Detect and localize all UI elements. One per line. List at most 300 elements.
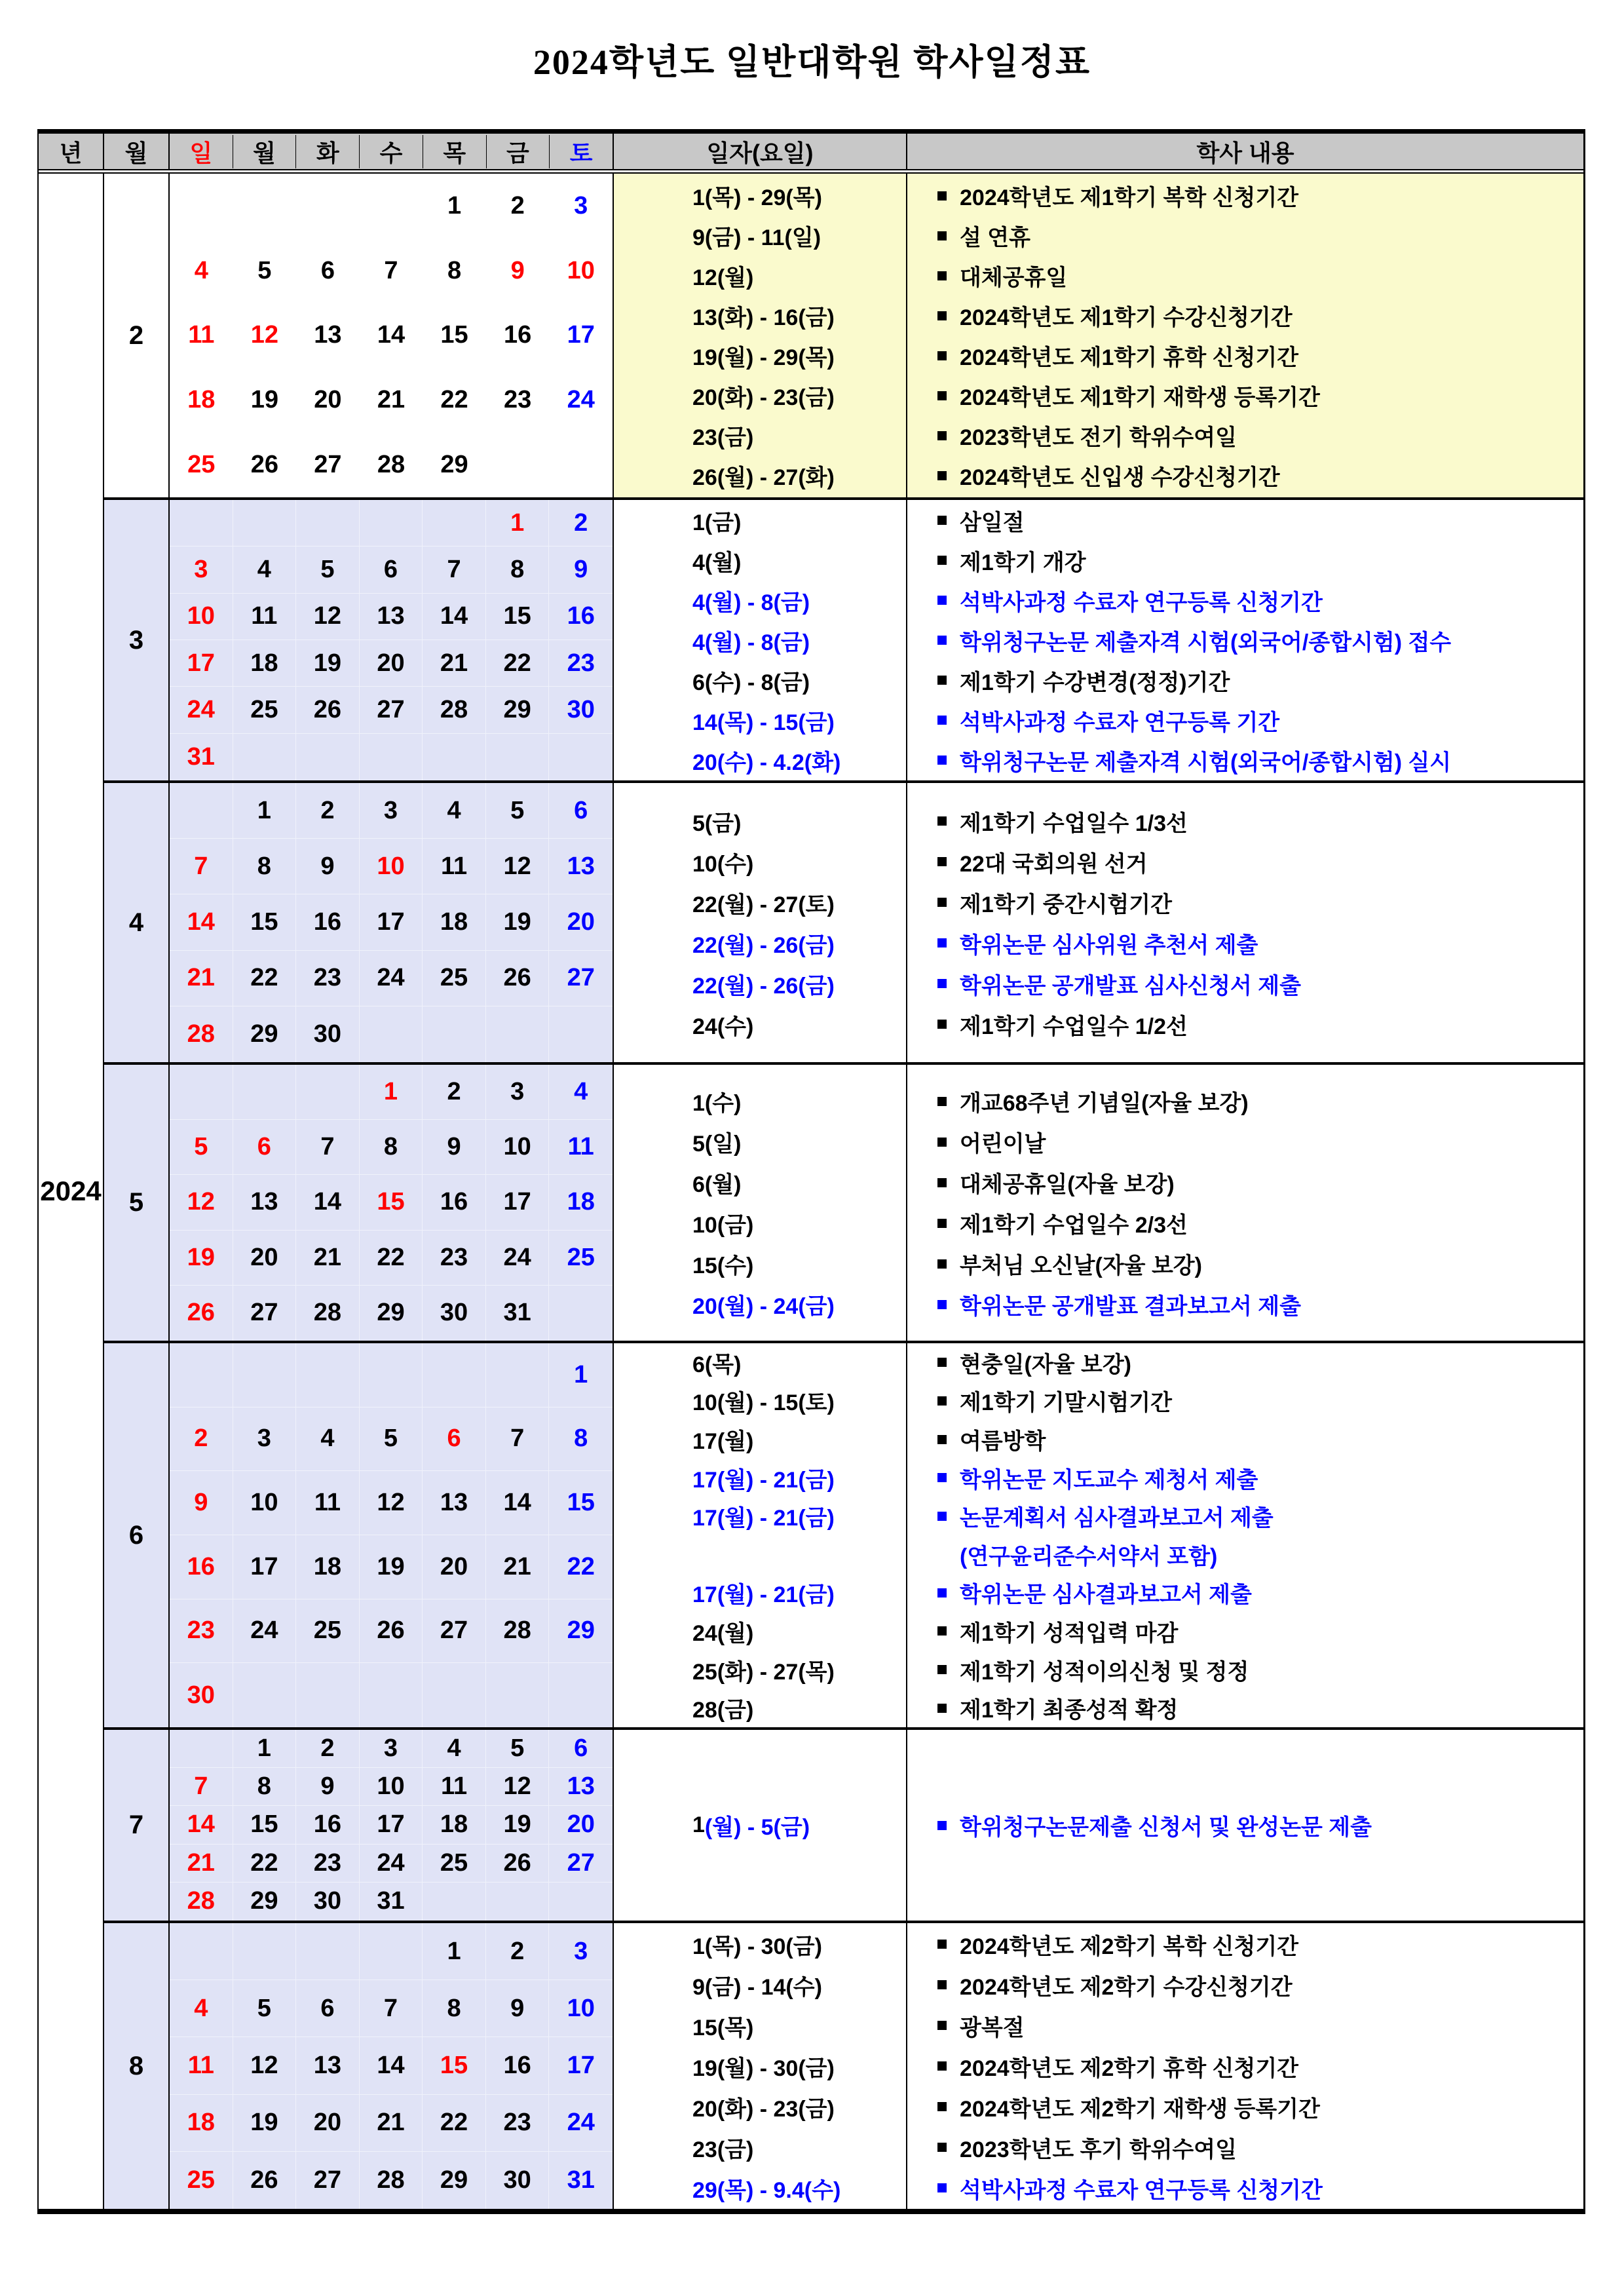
day-cell: 25 xyxy=(296,1599,360,1664)
day-cell: 16 xyxy=(486,2037,550,2094)
month-row-2 xyxy=(104,174,1583,497)
day-cell: 16 xyxy=(170,1535,233,1599)
day-cell: 30 xyxy=(423,1286,486,1341)
day-cell: 2 xyxy=(296,1730,360,1768)
event-text: 대체공휴일(자율 보강) xyxy=(960,1172,1175,1197)
day-cell: 5 xyxy=(170,1120,233,1175)
event-text: 2024학년도 제2학기 복학 신청기간 xyxy=(960,1934,1299,1959)
empty-day-cell xyxy=(549,1883,613,1921)
day-cell: 24 xyxy=(233,1599,297,1664)
empty-day-cell xyxy=(423,1006,486,1062)
event-text: 2024학년도 신입생 수강신청기간 xyxy=(960,465,1280,490)
year-cell: 2024 xyxy=(39,174,104,2209)
day-cell: 2 xyxy=(423,1065,486,1120)
bullet-square-icon xyxy=(937,516,947,525)
event-list-5 xyxy=(907,1065,1583,1341)
day-cell: 7 xyxy=(423,546,486,593)
event-text: 여름방학 xyxy=(960,1429,1046,1455)
day-cell: 27 xyxy=(314,451,342,479)
day-cell: 15 xyxy=(486,594,550,640)
day-cell: 22 xyxy=(423,2095,486,2152)
bullet-square-icon xyxy=(937,1588,947,1598)
empty-day-cell xyxy=(296,1343,360,1407)
day-cell: 26 xyxy=(250,451,278,479)
day-cell: 6 xyxy=(233,1120,297,1175)
bullet-square-icon xyxy=(937,1138,947,1147)
day-cell: 15 xyxy=(233,894,297,950)
day-cell: 28 xyxy=(486,1599,550,1664)
day-cell: 4 xyxy=(296,1407,360,1472)
date-range: 24(월) xyxy=(692,1620,754,1646)
bullet-square-icon xyxy=(937,1300,947,1309)
day-cell: 30 xyxy=(486,2152,550,2209)
day-cell: 1 xyxy=(486,500,550,546)
day-cell: 6 xyxy=(549,783,613,839)
event-list-3 xyxy=(907,500,1583,780)
bullet-square-icon xyxy=(937,2021,947,2030)
month-row-8 xyxy=(104,1921,1583,2209)
empty-day-cell xyxy=(296,174,360,239)
event-item xyxy=(907,1244,1583,1284)
date-range: 23(금) xyxy=(692,425,754,450)
day-cell: 15 xyxy=(440,321,468,349)
bullet-square-icon xyxy=(937,391,947,400)
bullet-square-icon xyxy=(937,1704,947,1713)
date-range: 22(월) - 26(금) xyxy=(692,932,835,958)
day-cell: 21 xyxy=(296,1231,360,1286)
header-weekday-0: 일 xyxy=(170,135,233,168)
day-cell: 12 xyxy=(360,1471,423,1535)
day-cell: 6 xyxy=(423,1407,486,1472)
empty-day-cell xyxy=(233,1923,297,1980)
date-range: 20(수) - 4.2(화) xyxy=(692,750,841,775)
day-cell: 3 xyxy=(574,191,588,220)
day-cell: 14 xyxy=(360,2037,423,2094)
day-cell: 19 xyxy=(250,386,278,414)
event-text: 학위논문 공개발표 결과보고서 제출 xyxy=(960,1294,1301,1319)
event-text: 어린이날 xyxy=(960,1132,1046,1157)
day-cell: 23 xyxy=(549,640,613,687)
event-text: 2023학년도 전기 학위수여일 xyxy=(960,425,1237,450)
day-cell: 20 xyxy=(296,2095,360,2152)
day-cell: 9 xyxy=(423,1120,486,1175)
day-cell: 19 xyxy=(233,2095,297,2152)
date-range xyxy=(614,1535,906,1574)
day-cell: 4 xyxy=(423,1730,486,1768)
day-cell: 23 xyxy=(486,2095,550,2152)
empty-day-cell xyxy=(360,1006,423,1062)
event-item xyxy=(907,1203,1583,1244)
day-cell: 13 xyxy=(549,1768,613,1806)
day-cell: 3 xyxy=(549,1923,613,1980)
day-cell: 4 xyxy=(170,1980,233,2037)
bullet-square-icon xyxy=(937,351,947,360)
month-row-7 xyxy=(104,1727,1583,1921)
day-cell: 12 xyxy=(486,1768,550,1806)
day-cell: 21 xyxy=(170,1845,233,1883)
day-cell: 9 xyxy=(296,839,360,894)
day-cell: 2 xyxy=(549,500,613,546)
month-row-4 xyxy=(104,780,1583,1062)
date-range: 23(금) xyxy=(692,2137,754,2162)
event-text: 2024학년도 제1학기 복학 신청기간 xyxy=(960,185,1299,210)
bullet-square-icon xyxy=(937,857,947,866)
day-cell: 2 xyxy=(296,783,360,839)
event-item xyxy=(907,2046,1583,2086)
day-cell: 8 xyxy=(486,546,550,593)
date-list-2 xyxy=(614,174,907,497)
event-text: 논문계획서 심사결과보고서 제출 xyxy=(960,1506,1274,1531)
day-cell: 29 xyxy=(549,1599,613,1664)
empty-day-cell xyxy=(233,1663,297,1727)
date-range: 25(화) - 27(목) xyxy=(692,1659,835,1685)
day-cell: 24 xyxy=(360,951,423,1006)
day-cell: 21 xyxy=(360,2095,423,2152)
day-cell: 6 xyxy=(360,546,423,593)
day-cell: 5 xyxy=(296,546,360,593)
day-cell: 27 xyxy=(233,1286,297,1341)
event-text: 학위청구논문제출 신청서 및 완성논문 제출 xyxy=(960,1815,1372,1840)
event-list-4 xyxy=(907,783,1583,1062)
empty-day-cell xyxy=(170,500,233,546)
day-cell: 19 xyxy=(360,1535,423,1599)
day-cell: 26 xyxy=(486,951,550,1006)
event-text: 2024학년도 제2학기 재학생 등록기간 xyxy=(960,2096,1320,2122)
day-cell: 26 xyxy=(296,687,360,733)
day-cell: 17 xyxy=(360,894,423,950)
day-cell: 7 xyxy=(170,839,233,894)
day-cell: 11 xyxy=(549,1120,613,1175)
day-cell: 16 xyxy=(503,321,532,349)
bullet-square-icon xyxy=(937,636,947,645)
day-cell: 23 xyxy=(296,951,360,1006)
day-cell: 21 xyxy=(170,951,233,1006)
event-item xyxy=(907,375,1583,415)
date-range: 20(화) - 23(금) xyxy=(692,2096,835,2122)
day-cell: 30 xyxy=(296,1006,360,1062)
day-cell: 15 xyxy=(360,1175,423,1230)
empty-day-cell xyxy=(360,1663,423,1727)
event-item xyxy=(907,963,1583,1004)
event-item xyxy=(907,841,1583,882)
day-cell: 3 xyxy=(170,546,233,593)
day-cell: 24 xyxy=(170,687,233,733)
day-cell: 12 xyxy=(486,839,550,894)
day-cell: 11 xyxy=(188,321,215,349)
event-item xyxy=(907,1081,1583,1122)
bullet-square-icon xyxy=(937,191,947,201)
day-cell: 3 xyxy=(233,1407,297,1472)
event-item xyxy=(907,882,1583,923)
month-number-5: 5 xyxy=(104,1065,170,1341)
day-cell: 20 xyxy=(314,386,342,414)
mini-calendar-6 xyxy=(170,1343,614,1727)
day-cell: 2 xyxy=(486,1923,550,1980)
day-cell: 19 xyxy=(486,1806,550,1844)
day-cell: 11 xyxy=(423,1768,486,1806)
empty-day-cell xyxy=(423,500,486,546)
day-cell: 18 xyxy=(187,386,216,414)
empty-day-cell xyxy=(360,734,423,780)
event-text: 대체공휴일 xyxy=(960,265,1068,290)
day-cell: 20 xyxy=(549,894,613,950)
day-cell: 12 xyxy=(170,1175,233,1230)
day-cell: 10 xyxy=(486,1120,550,1175)
mini-calendar-4 xyxy=(170,783,614,1062)
header-weekday-1: 월 xyxy=(233,135,297,168)
event-item xyxy=(907,740,1583,780)
day-cell: 27 xyxy=(423,1599,486,1664)
event-item xyxy=(907,1343,1583,1382)
day-cell: 19 xyxy=(170,1231,233,1286)
event-text: 2024학년도 제2학기 수강신청기간 xyxy=(960,1974,1293,2000)
empty-day-cell xyxy=(233,174,297,239)
date-range: 19(월) - 30(금) xyxy=(692,2056,835,2081)
day-cell: 22 xyxy=(486,640,550,687)
day-cell: 13 xyxy=(233,1175,297,1230)
bullet-square-icon xyxy=(937,716,947,725)
event-text: 학위논문 지도교수 제청서 제출 xyxy=(960,1467,1258,1493)
bullet-square-icon xyxy=(937,596,947,605)
empty-day-cell xyxy=(423,1343,486,1407)
event-text: 제1학기 수업일수 1/3선 xyxy=(960,811,1188,836)
day-cell: 14 xyxy=(423,594,486,640)
event-item xyxy=(907,1420,1583,1459)
date-range: 6(월) xyxy=(692,1172,742,1197)
day-cell: 21 xyxy=(423,640,486,687)
bullet-square-icon xyxy=(937,1980,947,1989)
day-cell: 19 xyxy=(296,640,360,687)
empty-day-cell xyxy=(296,1923,360,1980)
day-cell: 9 xyxy=(549,546,613,593)
day-cell: 18 xyxy=(423,894,486,950)
day-cell: 28 xyxy=(170,1883,233,1921)
header-weekday-3: 수 xyxy=(360,135,423,168)
date-range: 4(월) xyxy=(692,550,742,575)
day-cell: 30 xyxy=(549,687,613,733)
empty-day-cell xyxy=(296,734,360,780)
bullet-square-icon xyxy=(937,431,947,440)
date-list-3 xyxy=(614,500,907,780)
bullet-square-icon xyxy=(937,231,947,240)
empty-day-cell xyxy=(360,500,423,546)
date-range: 1(목) - 29(목) xyxy=(692,185,822,210)
day-cell: 3 xyxy=(360,1730,423,1768)
day-cell: 13 xyxy=(549,839,613,894)
date-range: 6(수) - 8(금) xyxy=(692,670,810,695)
event-text: 현충일(자율 보강) xyxy=(960,1352,1131,1377)
day-cell: 26 xyxy=(233,2152,297,2209)
event-text: 석박사과정 수료자 연구등록 신청기간 xyxy=(960,590,1323,615)
event-item xyxy=(907,1964,1583,2005)
event-item xyxy=(907,1535,1583,1574)
bullet-square-icon xyxy=(937,556,947,565)
event-item xyxy=(907,335,1583,375)
day-cell: 17 xyxy=(567,321,595,349)
day-cell: 25 xyxy=(423,951,486,1006)
date-range: 9(금) - 11(일) xyxy=(692,225,821,250)
day-cell: 17 xyxy=(360,1806,423,1844)
event-text: 2024학년도 제1학기 휴학 신청기간 xyxy=(960,345,1299,370)
day-cell: 10 xyxy=(549,1980,613,2037)
day-cell: 16 xyxy=(549,594,613,640)
day-cell: 7 xyxy=(296,1120,360,1175)
day-cell: 25 xyxy=(233,687,297,733)
day-cell: 16 xyxy=(296,894,360,950)
empty-day-cell xyxy=(170,174,233,239)
date-list-6 xyxy=(614,1343,907,1727)
bullet-square-icon xyxy=(937,1626,947,1636)
empty-day-cell xyxy=(486,1883,550,1921)
day-cell: 22 xyxy=(233,951,297,1006)
bullet-square-icon xyxy=(937,1512,947,1521)
header-weekday-2: 화 xyxy=(296,135,360,168)
bullet-square-icon xyxy=(937,471,947,480)
day-cell: 31 xyxy=(567,2166,595,2194)
day-cell: 10 xyxy=(567,256,595,284)
event-item xyxy=(907,1382,1583,1421)
table-header-row xyxy=(37,134,1585,170)
date-range: 9(금) - 14(수) xyxy=(692,1974,822,2000)
empty-day-cell xyxy=(549,1286,613,1341)
day-cell: 22 xyxy=(440,386,468,414)
day-cell: 16 xyxy=(423,1175,486,1230)
empty-day-cell xyxy=(360,1923,423,1980)
academic-calendar-table xyxy=(37,129,1585,2214)
month-row-6 xyxy=(104,1341,1583,1727)
event-text: 학위청구논문 제출자격 시험(외국어/종합시험) 실시 xyxy=(960,750,1452,775)
day-cell: 29 xyxy=(440,451,468,479)
date-range: 10(수) xyxy=(692,851,754,877)
day-cell: 5 xyxy=(360,1407,423,1472)
date-range: 4(월) - 8(금) xyxy=(692,630,810,655)
event-item xyxy=(907,1612,1583,1651)
bullet-square-icon xyxy=(937,676,947,685)
empty-day-cell xyxy=(170,1730,233,1768)
event-item xyxy=(907,660,1583,700)
day-cell: 27 xyxy=(360,687,423,733)
bullet-square-icon xyxy=(937,1396,947,1406)
day-cell: 10 xyxy=(360,1768,423,1806)
bullet-square-icon xyxy=(937,979,947,988)
event-text: 제1학기 수업일수 2/3선 xyxy=(960,1213,1188,1238)
event-item xyxy=(907,216,1583,256)
day-cell: 31 xyxy=(486,1286,550,1341)
event-text: 석박사과정 수료자 연구등록 기간 xyxy=(960,710,1280,735)
day-cell: 29 xyxy=(233,1006,297,1062)
bullet-square-icon xyxy=(937,816,947,826)
month-number-7: 7 xyxy=(104,1730,170,1921)
date-range: 14(목) - 15(금) xyxy=(692,710,835,735)
day-cell: 8 xyxy=(233,839,297,894)
event-text: 개교68주년 기념일(자율 보강) xyxy=(960,1091,1249,1116)
event-text: 제1학기 수강변경(정정)기간 xyxy=(960,670,1230,695)
day-cell: 10 xyxy=(170,594,233,640)
day-cell: 17 xyxy=(486,1175,550,1230)
header-weekday-4: 목 xyxy=(423,135,487,168)
day-cell: 9 xyxy=(486,1980,550,2037)
header-date: 일자(요일) xyxy=(614,134,907,169)
day-cell: 13 xyxy=(314,321,342,349)
day-cell: 10 xyxy=(360,839,423,894)
bullet-square-icon xyxy=(937,938,947,947)
month-row-3 xyxy=(104,497,1583,780)
day-cell: 25 xyxy=(549,1231,613,1286)
day-cell: 28 xyxy=(360,2152,423,2209)
day-cell: 22 xyxy=(549,1535,613,1599)
day-cell: 15 xyxy=(549,1471,613,1535)
event-text: 제1학기 중간시험기간 xyxy=(960,892,1172,917)
event-text: 광복절 xyxy=(960,2015,1025,2040)
event-text: 제1학기 최종성적 확정 xyxy=(960,1698,1179,1723)
empty-day-cell xyxy=(360,1343,423,1407)
header-weekday-5: 금 xyxy=(487,135,550,168)
day-cell: 27 xyxy=(549,951,613,1006)
day-cell: 7 xyxy=(170,1768,233,1806)
bullet-square-icon xyxy=(937,2102,947,2111)
empty-day-cell xyxy=(296,1663,360,1727)
empty-day-cell xyxy=(486,432,550,497)
date-range: 17(월) xyxy=(692,1429,754,1455)
event-item xyxy=(907,1459,1583,1497)
day-cell: 10 xyxy=(233,1471,297,1535)
day-cell: 28 xyxy=(377,451,406,479)
day-cell: 14 xyxy=(170,894,233,950)
day-cell: 3 xyxy=(486,1065,550,1120)
event-text: 제1학기 개강 xyxy=(960,550,1086,575)
empty-day-cell xyxy=(486,1006,550,1062)
empty-day-cell xyxy=(296,1065,360,1120)
day-cell: 15 xyxy=(233,1806,297,1844)
date-range: 22(월) - 26(금) xyxy=(692,973,835,999)
empty-day-cell xyxy=(486,1663,550,1727)
date-range: 17(월) - 21(금) xyxy=(692,1467,835,1493)
day-cell: 11 xyxy=(233,594,297,640)
day-cell: 20 xyxy=(549,1806,613,1844)
day-cell: 29 xyxy=(233,1883,297,1921)
empty-day-cell xyxy=(486,1343,550,1407)
event-text: 22대 국회의원 선거 xyxy=(960,851,1148,877)
day-cell: 17 xyxy=(233,1535,297,1599)
day-cell: 14 xyxy=(486,1471,550,1535)
day-cell: 26 xyxy=(170,1286,233,1341)
mini-calendar-2 xyxy=(170,174,614,497)
event-item xyxy=(907,1689,1583,1727)
event-item xyxy=(907,1574,1583,1613)
day-cell: 6 xyxy=(320,256,335,284)
event-text: 학위논문 공개발표 심사신청서 제출 xyxy=(960,973,1301,999)
day-cell: 21 xyxy=(377,386,406,414)
day-cell: 19 xyxy=(486,894,550,950)
month-number-8: 8 xyxy=(104,1923,170,2209)
day-cell: 7 xyxy=(384,256,398,284)
bullet-square-icon xyxy=(937,1473,947,1482)
event-item xyxy=(907,296,1583,335)
date-range: 20(화) - 23(금) xyxy=(692,385,835,410)
event-text: 삼일절 xyxy=(960,510,1025,535)
day-cell: 25 xyxy=(170,2152,233,2209)
day-cell: 14 xyxy=(296,1175,360,1230)
month-number-2: 2 xyxy=(104,174,170,497)
day-cell: 8 xyxy=(423,1980,486,2037)
day-cell: 7 xyxy=(486,1407,550,1472)
day-cell: 13 xyxy=(360,594,423,640)
day-cell: 23 xyxy=(296,1845,360,1883)
empty-day-cell xyxy=(486,734,550,780)
day-cell: 15 xyxy=(423,2037,486,2094)
empty-day-cell xyxy=(170,1923,233,1980)
day-cell: 2 xyxy=(510,191,525,220)
